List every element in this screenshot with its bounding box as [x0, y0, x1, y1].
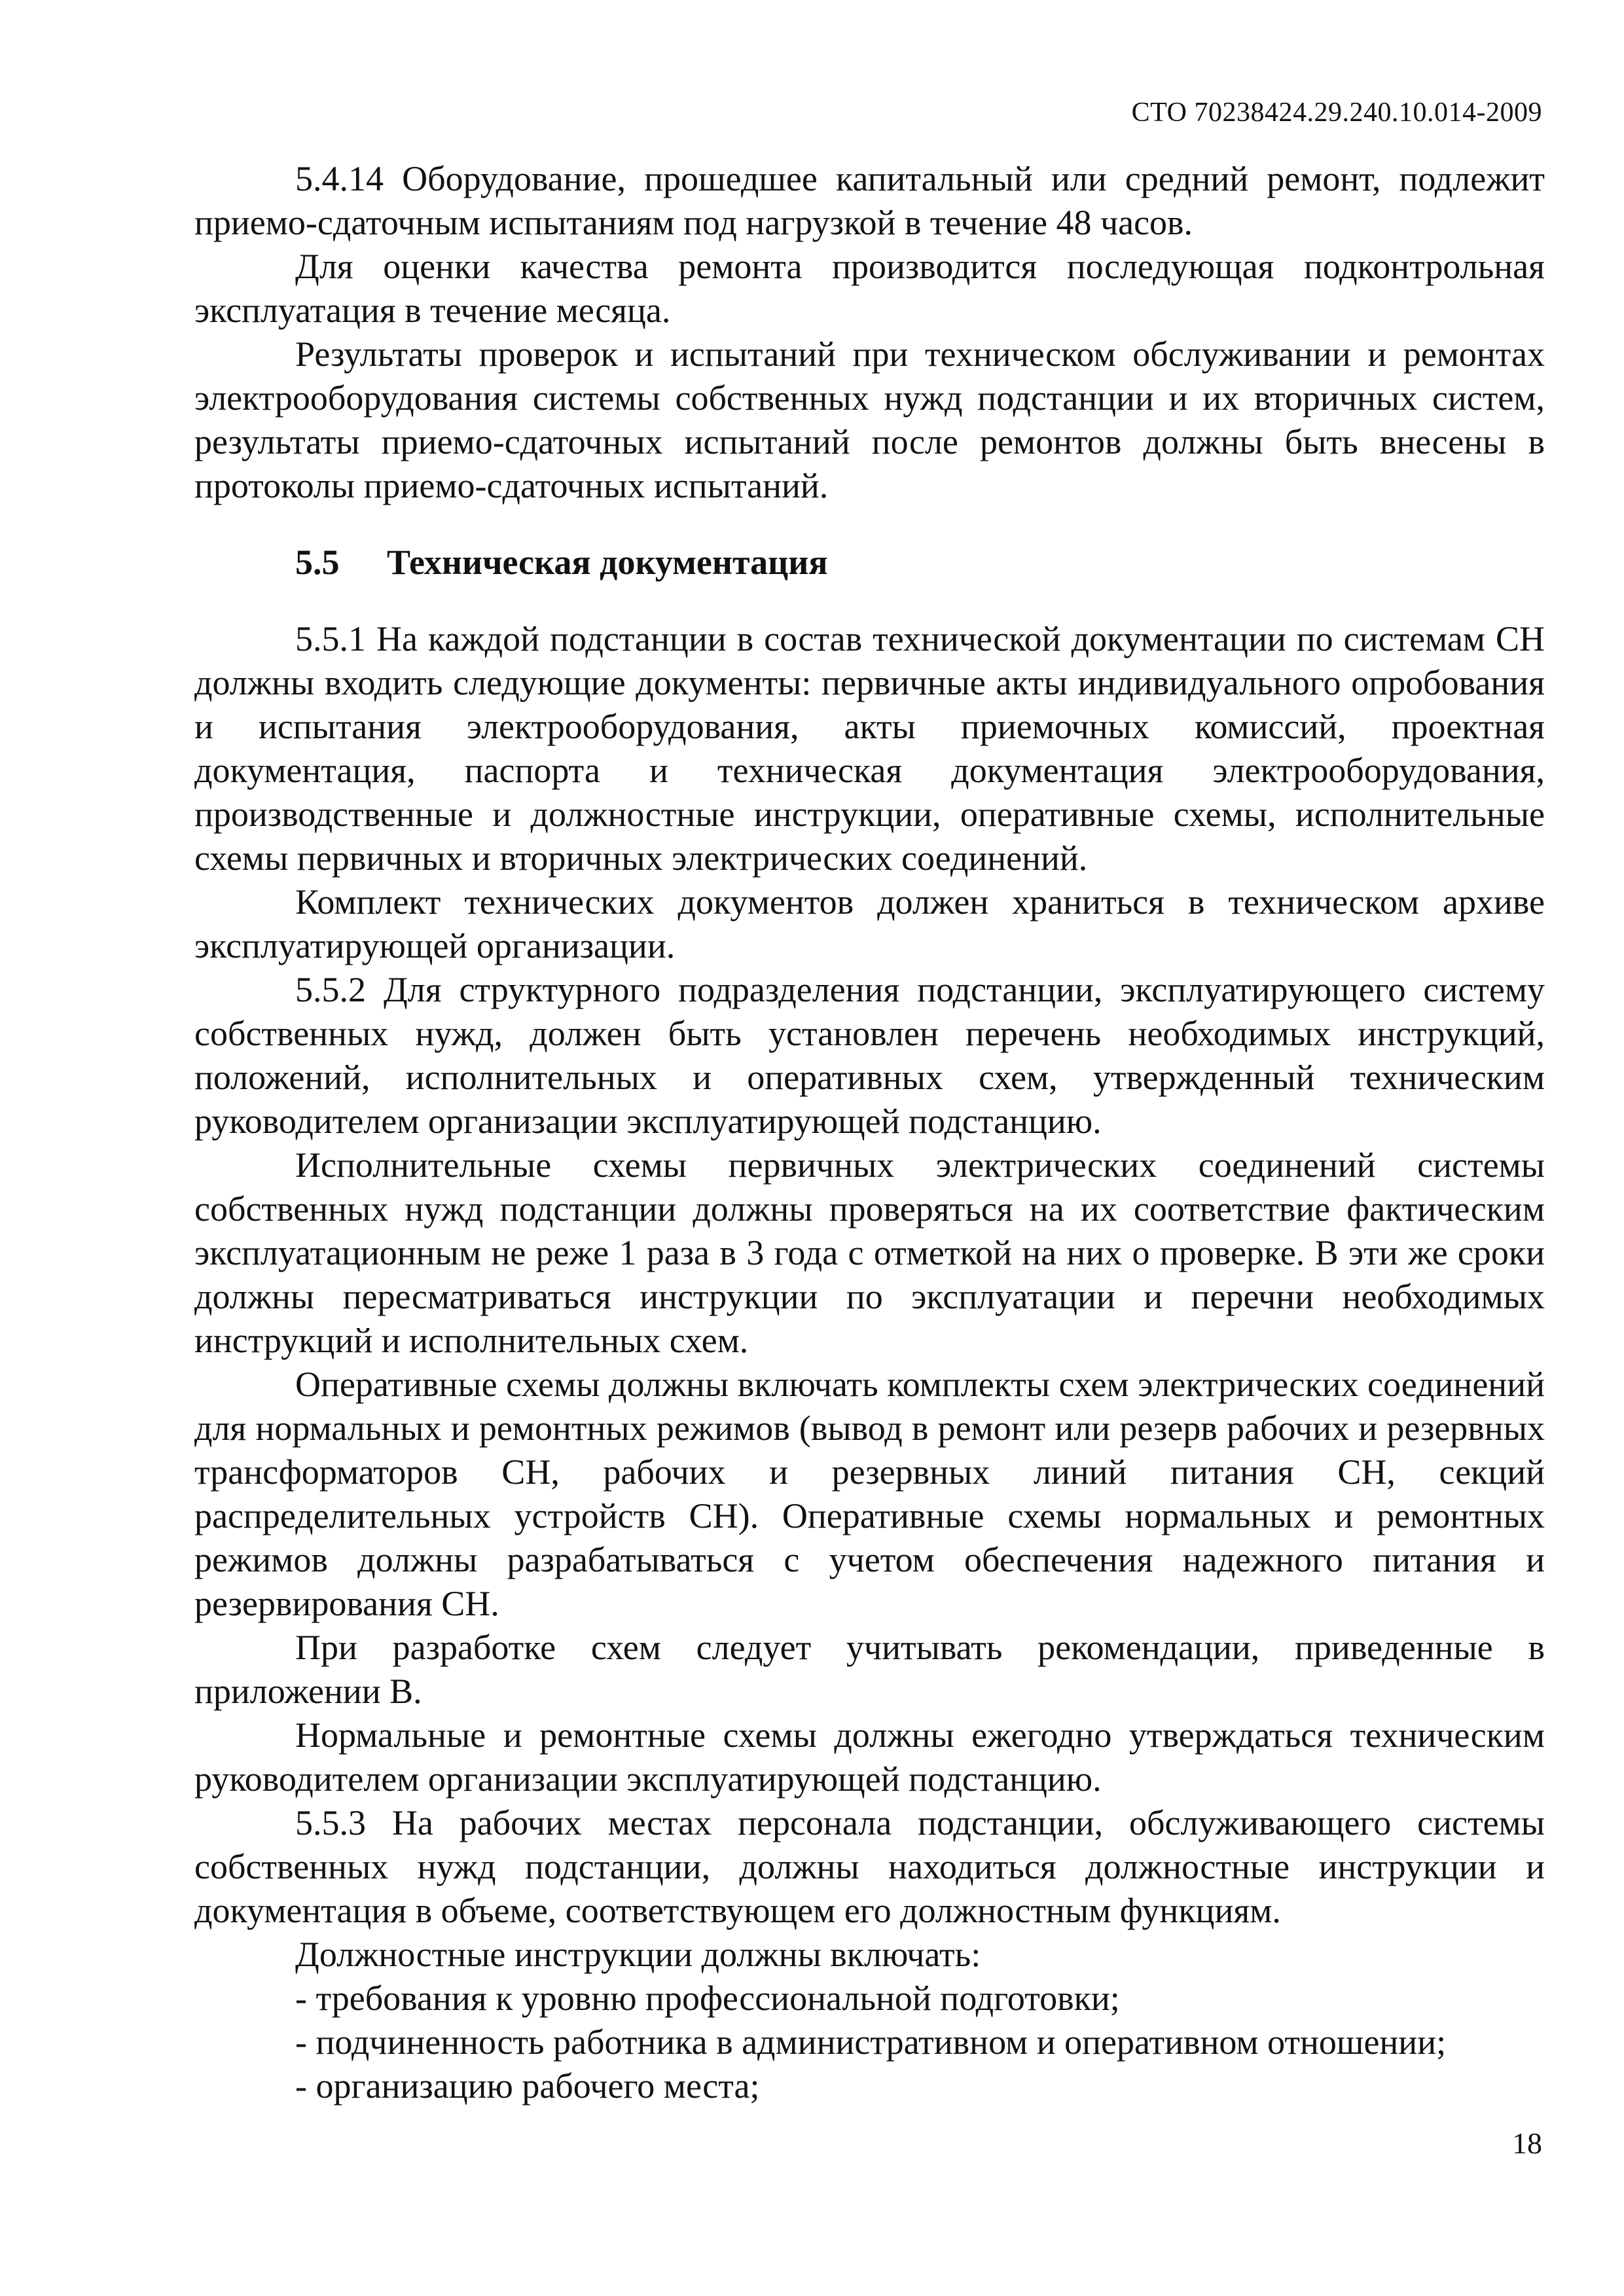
page-body: [194, 157, 1545, 2108]
section-title: Техническая документация: [387, 543, 828, 582]
section-heading: [194, 541, 1545, 584]
paragraph-appendix-b: При разработке схем следует учитывать рекомендации, приведенные в приложении В.: [194, 1628, 1545, 1711]
paragraph-executive-schemes: Исполнительные схемы первичных электрических соединений системы собственных нужд подстанции должны проверяться на их соответствие фактическим эксплуатационным не реже 1 раза в 3 года с отметкой на них о проверке. В эти же сроки должны пересматриваться инструкции по эксплуатации и перечни необходимых инструкций и исполнительных схем.: [194, 1145, 1545, 1360]
paragraph-5-5-3: 5.5.3 На рабочих местах персонала подстанции, обслуживающего системы собственных нужд подстанции, должны находиться должностные инструкции и документация в объеме, соответствующем его должностным функциям.: [194, 1803, 1545, 1930]
paragraph-operational-schemes: Оперативные схемы должны включать комплекты схем электрических соединений для нормальных и ремонтных режимов (вывод в ремонт или резерв рабочих и резервных трансформаторов СН, рабочих и резервных линий питания СН, секций распределительных устройств СН). Оперативные схемы нормальных и ремонтных режимов должны разрабатываться с учетом обеспечения надежного питания и резервирования СН.: [194, 1365, 1545, 1623]
document-code: СТО 70238424.29.240.10.014-2009: [1131, 98, 1542, 128]
paragraph-5-5-1: 5.5.1 На каждой подстанции в состав технической документации по системам СН должны входить следующие документы: первичные акты индивидуального опробования и испытания электрооборудования, акты приемочных комиссий, проектная документация, паспорта и техническая документация электрооборудования, производственные и должностные инструкции, оперативные схемы, исполнительные схемы первичных и вторичных электрических соединений.: [194, 619, 1545, 878]
list-item: - требования к уровню профессиональной подготовки;: [295, 1979, 1120, 2018]
paragraph-job-instructions: Должностные инструкции должны включать:: [295, 1935, 981, 1974]
list-item: - подчиненность работника в административном и оперативном отношении;: [295, 2022, 1447, 2062]
paragraph-document-archive: Комплект технических документов должен храниться в техническом архиве эксплуатирующей организации.: [194, 882, 1545, 965]
requirements-list: [194, 1977, 1545, 2108]
paragraph-normal-schemes: Нормальные и ремонтные схемы должны ежегодно утверждаться техническим руководителем организации эксплуатирующей подстанцию.: [194, 1715, 1545, 1799]
paragraph-5-4-14: 5.4.14 Оборудование, прошедшее капитальный или средний ремонт, подлежит приемо-сдаточным испытаниям под нагрузкой в течение 48 часов.: [194, 159, 1545, 242]
paragraph-5-5-2: 5.5.2 Для структурного подразделения подстанции, эксплуатирующего систему собственных нужд, должен быть установлен перечень необходимых инструкций, положений, исполнительных и оперативных схем, утвержденный техническим руководителем организации эксплуатирующей подстанцию.: [194, 970, 1545, 1141]
page-number: 18: [1512, 2126, 1542, 2160]
section-number: 5.5: [295, 543, 340, 582]
list-item: - организацию рабочего места;: [295, 2066, 760, 2106]
paragraph-test-results: Результаты проверок и испытаний при техническом обслуживании и ремонтах электрооборудования системы собственных нужд подстанции и их вторичных систем, результаты приемо-сдаточных испытаний после ремонтов должны быть внесены в протоколы приемо-сдаточных испытаний.: [194, 334, 1545, 505]
paragraph-repair-quality: Для оценки качества ремонта производится последующая подконтрольная эксплуатация в течение месяца.: [194, 247, 1545, 330]
